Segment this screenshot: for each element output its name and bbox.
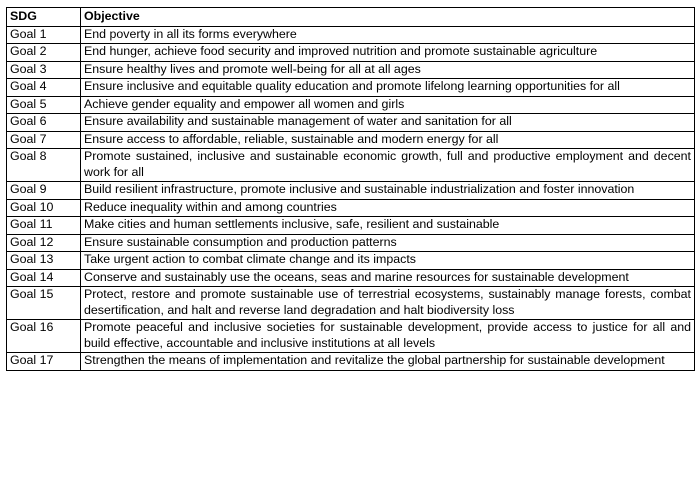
table-row <box>7 26 695 44</box>
sdg-table <box>6 7 695 371</box>
goal-cell: Goal 13 <box>7 252 81 270</box>
goal-cell: Goal 11 <box>7 217 81 235</box>
objective-cell: Make cities and human settlements inclusive, safe, resilient and sustainable <box>81 217 695 235</box>
objective-cell: Ensure healthy lives and promote well-being for all at all ages <box>81 61 695 79</box>
goal-cell: Goal 8 <box>7 149 81 182</box>
header-sdg: SDG <box>7 8 81 27</box>
objective-cell: Reduce inequality within and among countries <box>81 199 695 217</box>
table-row <box>7 79 695 97</box>
goal-cell: Goal 17 <box>7 353 81 371</box>
objective-cell: Achieve gender equality and empower all women and girls <box>81 96 695 114</box>
table-row <box>7 217 695 235</box>
objective-cell: End hunger, achieve food security and improved nutrition and promote sustainable agriculture <box>81 44 695 62</box>
table-row <box>7 114 695 132</box>
goal-cell: Goal 9 <box>7 182 81 200</box>
goal-cell: Goal 16 <box>7 320 81 353</box>
header-objective: Objective <box>81 8 695 27</box>
objective-cell: Build resilient infrastructure, promote inclusive and sustainable industrialization and foster innovation <box>81 182 695 200</box>
goal-cell: Goal 1 <box>7 26 81 44</box>
goal-cell: Goal 12 <box>7 234 81 252</box>
objective-cell: Ensure sustainable consumption and production patterns <box>81 234 695 252</box>
table-row <box>7 131 695 149</box>
objective-cell: Take urgent action to combat climate change and its impacts <box>81 252 695 270</box>
objective-cell: Strengthen the means of implementation and revitalize the global partnership for sustainable development <box>81 353 695 371</box>
table-row <box>7 199 695 217</box>
objective-cell: Conserve and sustainably use the oceans, seas and marine resources for sustainable development <box>81 269 695 287</box>
table-row <box>7 182 695 200</box>
objective-cell: Promote sustained, inclusive and sustainable economic growth, full and productive employment and decent work for all <box>81 149 695 182</box>
objective-cell: Promote peaceful and inclusive societies for sustainable development, provide access to justice for all and build effective, accountable and inclusive institutions at all levels <box>81 320 695 353</box>
table-row <box>7 269 695 287</box>
table-header-row <box>7 8 695 27</box>
goal-cell: Goal 14 <box>7 269 81 287</box>
objective-cell: Ensure availability and sustainable management of water and sanitation for all <box>81 114 695 132</box>
table-row <box>7 320 695 353</box>
table-row <box>7 149 695 182</box>
table-row <box>7 44 695 62</box>
goal-cell: Goal 3 <box>7 61 81 79</box>
goal-cell: Goal 7 <box>7 131 81 149</box>
goal-cell: Goal 6 <box>7 114 81 132</box>
objective-cell: End poverty in all its forms everywhere <box>81 26 695 44</box>
objective-cell: Ensure inclusive and equitable quality education and promote lifelong learning opportunities for all <box>81 79 695 97</box>
goal-cell: Goal 10 <box>7 199 81 217</box>
goal-cell: Goal 2 <box>7 44 81 62</box>
table-row <box>7 287 695 320</box>
table-row <box>7 61 695 79</box>
table-row <box>7 96 695 114</box>
goal-cell: Goal 4 <box>7 79 81 97</box>
objective-cell: Ensure access to affordable, reliable, sustainable and modern energy for all <box>81 131 695 149</box>
goal-cell: Goal 5 <box>7 96 81 114</box>
table-row <box>7 234 695 252</box>
table-row <box>7 353 695 371</box>
objective-cell: Protect, restore and promote sustainable use of terrestrial ecosystems, sustainably manage forests, combat desertification, and halt and reverse land degradation and halt biodiversity loss <box>81 287 695 320</box>
table-row <box>7 252 695 270</box>
goal-cell: Goal 15 <box>7 287 81 320</box>
